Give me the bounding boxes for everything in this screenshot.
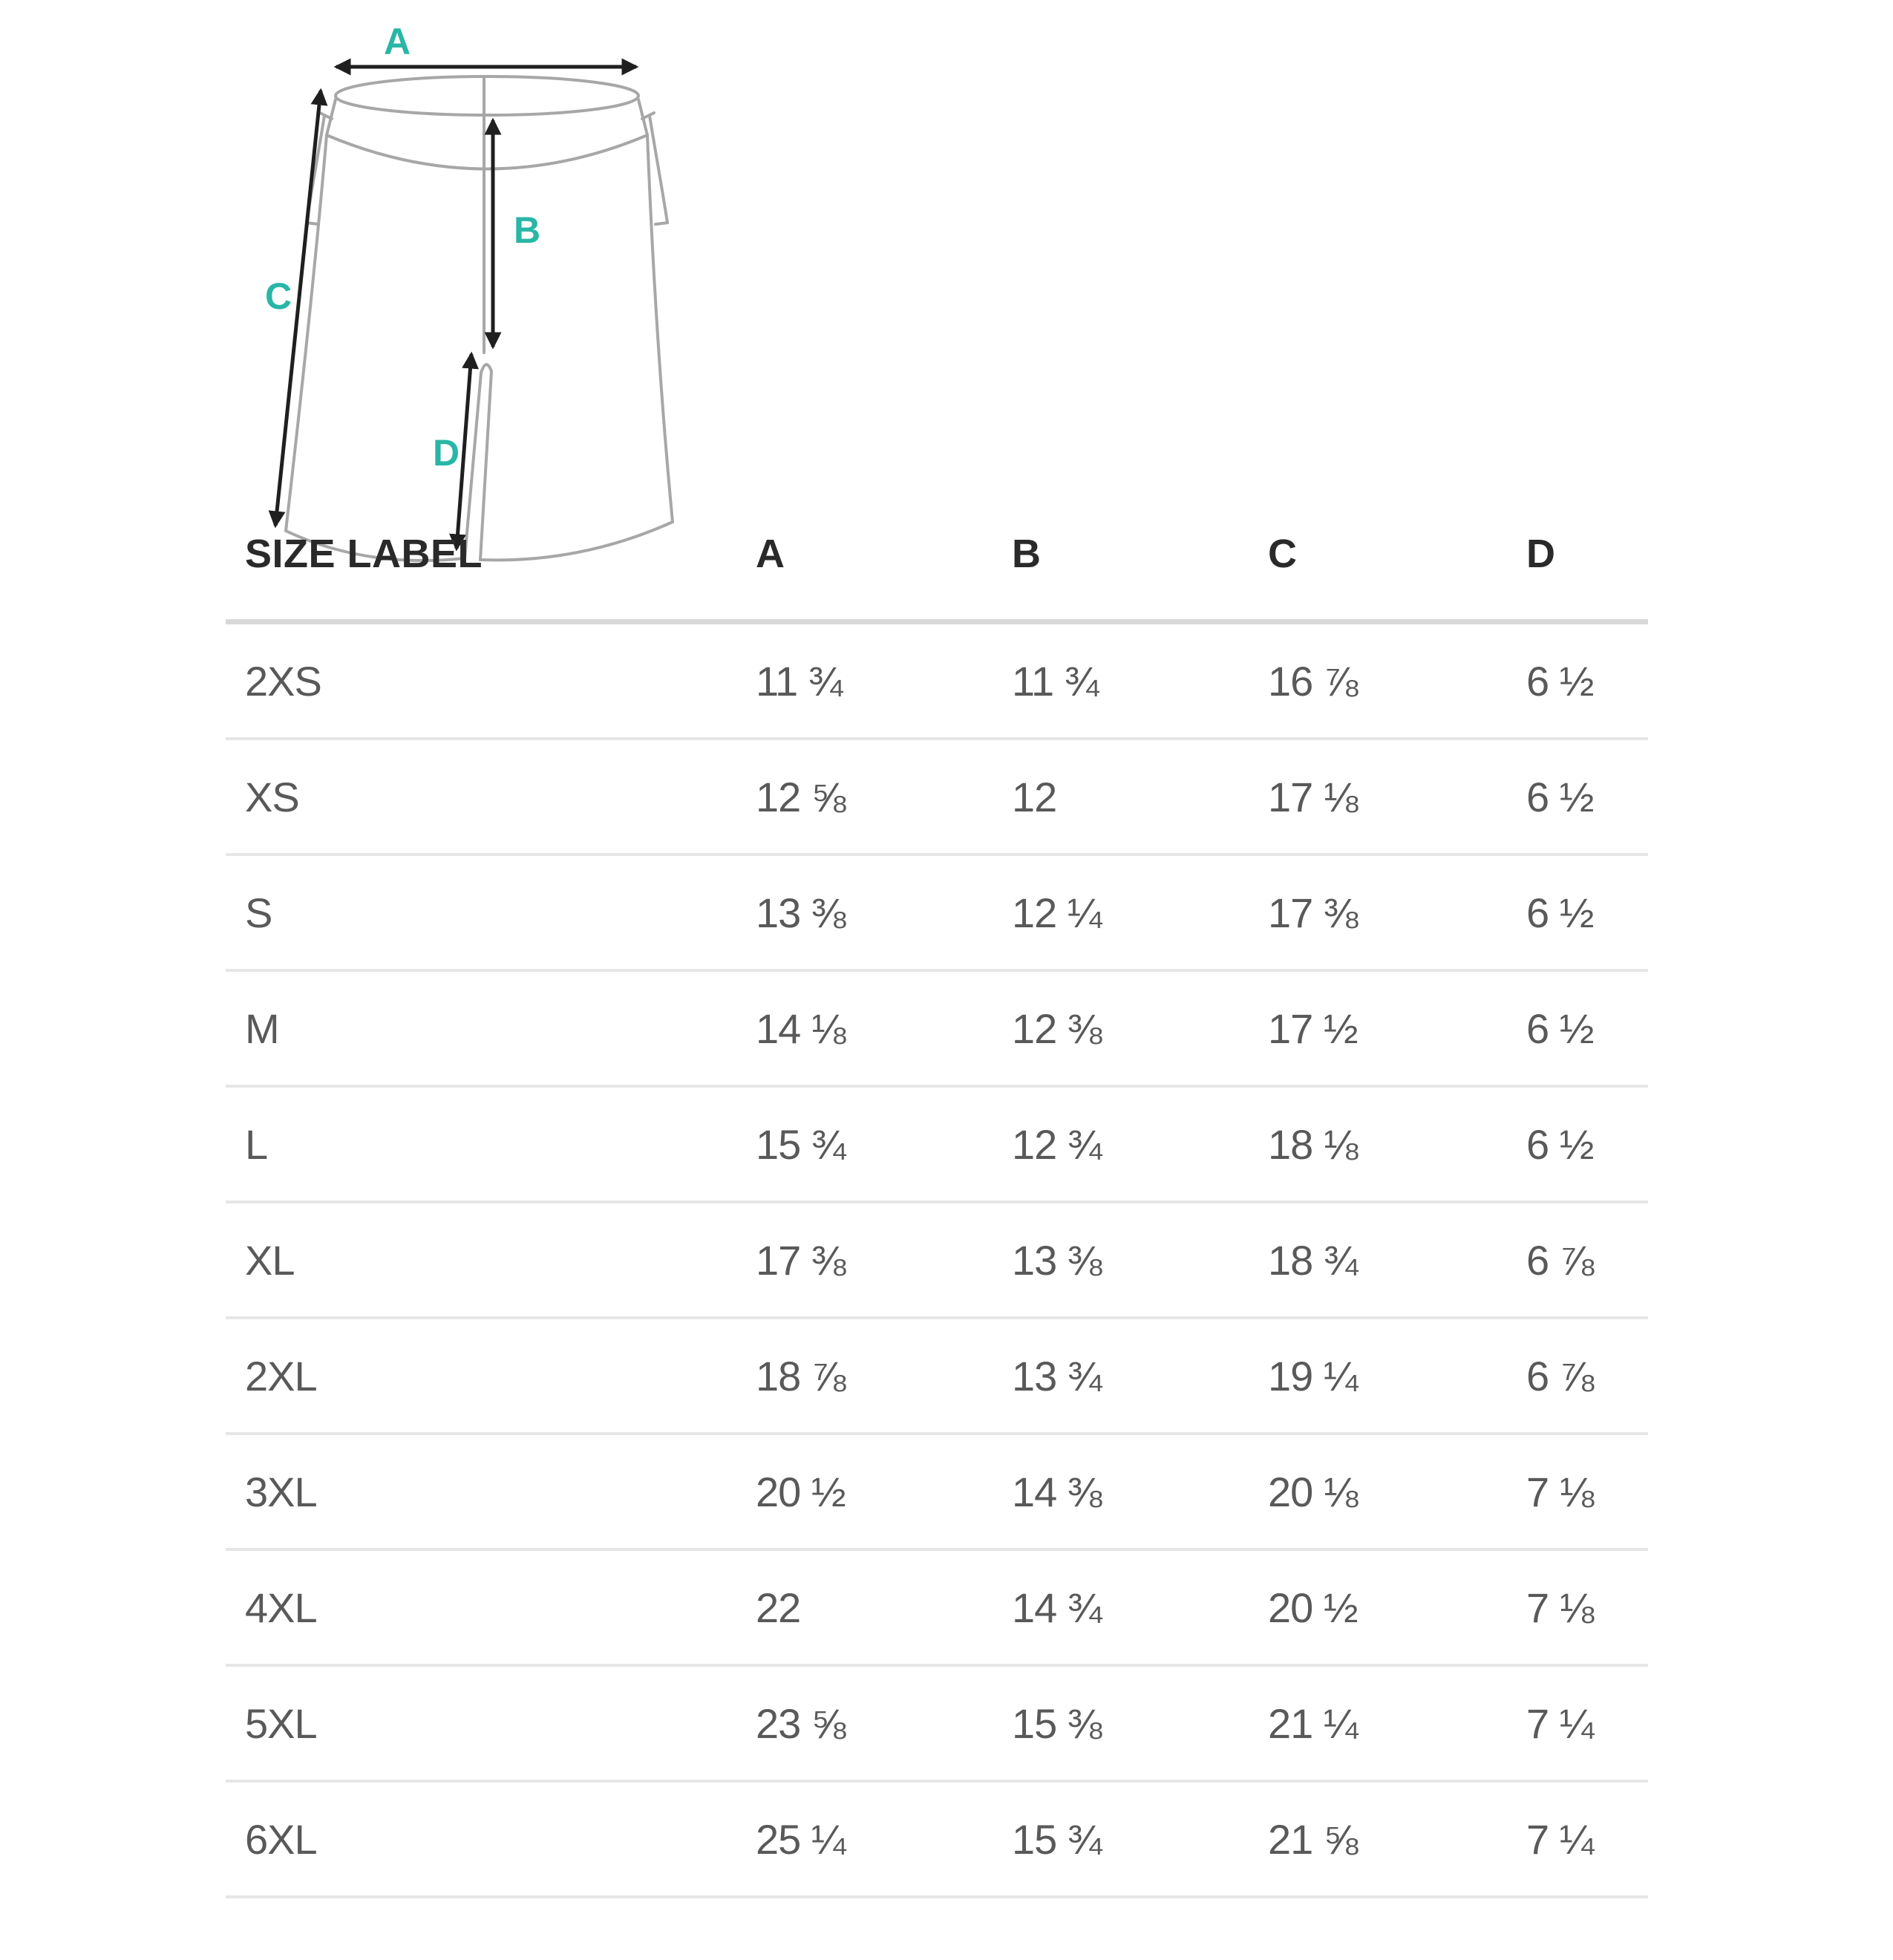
table-row-2xs bbox=[226, 624, 1648, 740]
size-cell: 6XL bbox=[245, 1815, 317, 1863]
measurement-cell-d: 6 ½ bbox=[1526, 889, 1594, 936]
size-cell: 2XL bbox=[245, 1352, 317, 1399]
size-cell: 2XS bbox=[245, 657, 321, 705]
measurement-cell-c: 18 ¾ bbox=[1268, 1236, 1358, 1284]
waistband-bottom-seam bbox=[327, 135, 647, 169]
right-pocket-seam bbox=[650, 116, 667, 223]
header-c: C bbox=[1268, 532, 1298, 576]
measurement-cell-d: 7 ¼ bbox=[1526, 1815, 1594, 1863]
size-cell: XL bbox=[245, 1236, 295, 1284]
right-pocket-bottom-tick bbox=[655, 223, 667, 224]
header-a: A bbox=[756, 532, 785, 576]
label-a: A bbox=[383, 21, 411, 62]
table-row-4xl bbox=[226, 1551, 1648, 1667]
measurement-cell-d: 6 ⅞ bbox=[1526, 1236, 1594, 1284]
measurement-cell-c: 21 ¼ bbox=[1268, 1699, 1358, 1747]
table-row-5xl bbox=[226, 1667, 1648, 1783]
measurement-cell-b: 13 ¾ bbox=[1012, 1352, 1102, 1399]
table-row-2xl bbox=[226, 1319, 1648, 1435]
measurement-cell-a: 15 ¾ bbox=[756, 1120, 846, 1168]
measurement-cell-b: 15 ¾ bbox=[1012, 1815, 1102, 1863]
measurement-cell-d: 6 ⅞ bbox=[1526, 1352, 1594, 1399]
table-row-xs bbox=[226, 740, 1648, 856]
measurement-cell-c: 21 ⅝ bbox=[1268, 1815, 1358, 1863]
table-row-l bbox=[226, 1088, 1648, 1203]
header-d: D bbox=[1526, 532, 1556, 576]
left-side-seam bbox=[286, 135, 327, 531]
header-size-label: SIZE LABEL bbox=[245, 532, 483, 576]
table-row-3xl bbox=[226, 1435, 1648, 1551]
measurement-cell-a: 20 ½ bbox=[756, 1468, 846, 1515]
header-b: B bbox=[1012, 532, 1042, 576]
measurement-cell-b: 14 ⅜ bbox=[1012, 1468, 1102, 1515]
measurement-cell-d: 6 ½ bbox=[1526, 773, 1594, 820]
measurement-cell-b: 12 ¼ bbox=[1012, 889, 1102, 936]
measurement-cell-c: 16 ⅞ bbox=[1268, 657, 1358, 705]
size-table bbox=[226, 489, 1648, 1898]
size-table-header bbox=[226, 489, 1648, 624]
measurement-cell-a: 23 ⅝ bbox=[756, 1699, 846, 1747]
measurement-cell-b: 11 ¾ bbox=[1012, 657, 1099, 705]
measurement-cell-d: 6 ½ bbox=[1526, 1120, 1594, 1168]
measurement-cell-b: 13 ⅜ bbox=[1012, 1236, 1102, 1284]
label-c: C bbox=[265, 275, 292, 317]
measurement-cell-a: 14 ⅛ bbox=[756, 1004, 846, 1052]
measurement-cell-c: 17 ⅛ bbox=[1268, 773, 1358, 820]
measurement-cell-c: 20 ⅛ bbox=[1268, 1468, 1358, 1515]
measurement-labels bbox=[265, 21, 540, 474]
waist-opening-outline bbox=[336, 76, 638, 115]
measurement-cell-c: 17 ⅜ bbox=[1268, 889, 1358, 936]
measurement-cell-a: 17 ⅜ bbox=[756, 1236, 846, 1284]
measurement-cell-a: 18 ⅞ bbox=[756, 1352, 846, 1399]
shorts-diagram-svg bbox=[245, 11, 683, 564]
label-b: B bbox=[514, 209, 541, 251]
measurement-cell-c: 17 ½ bbox=[1268, 1004, 1358, 1052]
measurement-cell-b: 12 ¾ bbox=[1012, 1120, 1102, 1168]
measurement-cell-d: 7 ¼ bbox=[1526, 1699, 1594, 1747]
size-cell: M bbox=[245, 1004, 279, 1052]
size-cell: XS bbox=[245, 773, 299, 820]
size-cell: 3XL bbox=[245, 1468, 317, 1515]
table-row-s bbox=[226, 856, 1648, 972]
measurement-cell-a: 25 ¼ bbox=[756, 1815, 846, 1863]
size-cell: L bbox=[245, 1120, 268, 1168]
measurement-cell-c: 19 ¼ bbox=[1268, 1352, 1358, 1399]
measurement-cell-d: 7 ⅛ bbox=[1526, 1468, 1594, 1515]
table-row-m bbox=[226, 972, 1648, 1088]
table-row-6xl bbox=[226, 1783, 1648, 1898]
measurement-cell-b: 12 ⅜ bbox=[1012, 1004, 1102, 1052]
size-cell: 4XL bbox=[245, 1584, 317, 1631]
measurement-cell-d: 7 ⅛ bbox=[1526, 1584, 1594, 1631]
measurement-cell-b: 14 ¾ bbox=[1012, 1584, 1102, 1631]
measurement-cell-a: 12 ⅝ bbox=[756, 773, 846, 820]
measurement-cell-d: 6 ½ bbox=[1526, 1004, 1594, 1052]
table-row-xl bbox=[226, 1203, 1648, 1319]
measurement-cell-c: 18 ⅛ bbox=[1268, 1120, 1358, 1168]
size-cell: S bbox=[245, 889, 272, 936]
measurement-cell-a: 11 ¾ bbox=[756, 657, 843, 705]
measurement-cell-a: 13 ⅜ bbox=[756, 889, 846, 936]
shorts-measurement-diagram bbox=[245, 11, 683, 564]
right-side-seam bbox=[647, 135, 673, 522]
measurement-cell-b: 12 bbox=[1012, 773, 1057, 820]
label-d: D bbox=[433, 432, 460, 474]
size-cell: 5XL bbox=[245, 1699, 317, 1747]
measurement-cell-d: 6 ½ bbox=[1526, 657, 1594, 705]
measurement-cell-b: 15 ⅜ bbox=[1012, 1699, 1102, 1747]
measurement-arrows bbox=[275, 67, 636, 549]
measurement-cell-c: 20 ½ bbox=[1268, 1584, 1358, 1631]
measurement-cell-a: 22 bbox=[756, 1584, 801, 1631]
